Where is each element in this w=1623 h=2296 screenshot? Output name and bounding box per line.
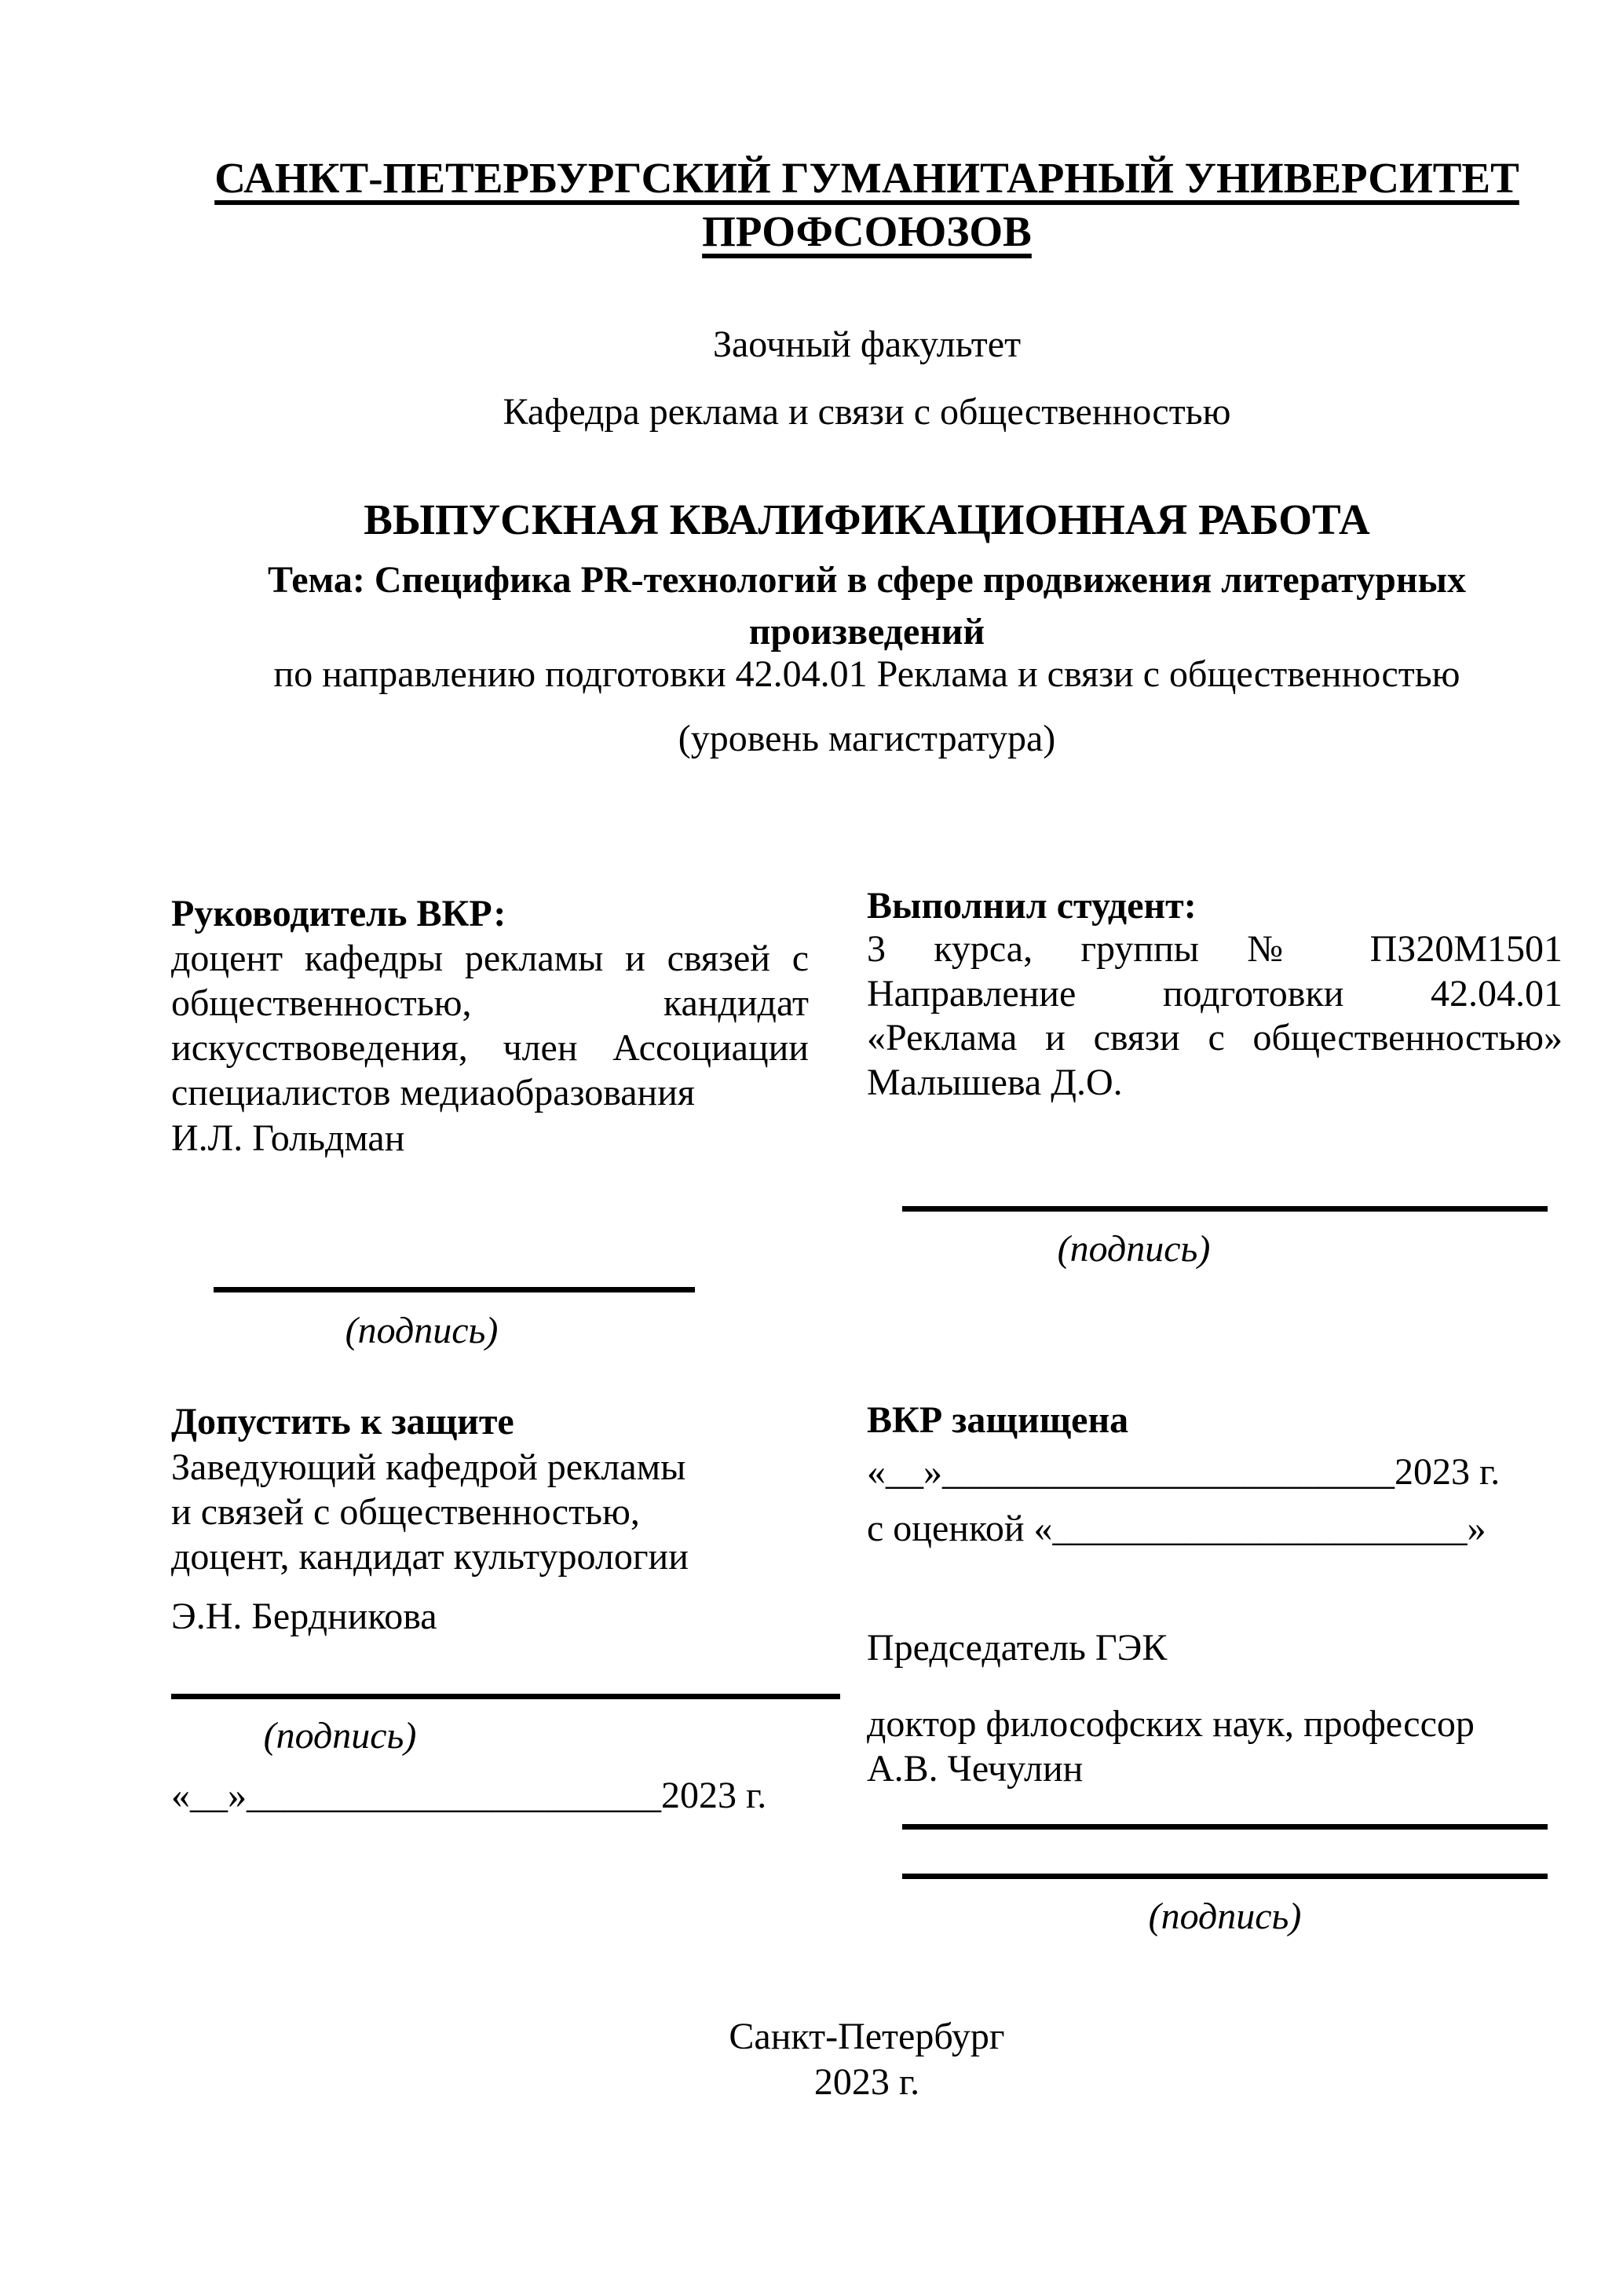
- work-type-title: ВЫПУСКНАЯ КВАЛИФИКАЦИОННАЯ РАБОТА: [364, 495, 1370, 543]
- university-title-line2: ПРОФСОЮЗОВ: [702, 207, 1032, 255]
- student-signature-caption: (подпись): [1057, 1228, 1211, 1270]
- university-title-line1: САНКТ-ПЕТЕРБУРГСКИЙ ГУМАНИТАРНЫЙ УНИВЕРСИТЕТ: [214, 154, 1519, 202]
- department-name: Кафедра реклама и связи с общественностью: [503, 391, 1231, 433]
- degree-level: (уровень магистратура): [678, 718, 1056, 759]
- supervisor-heading: Руководитель ВКР:: [171, 893, 506, 934]
- thesis-topic: [171, 554, 1563, 658]
- chairman-signature-line-1: [902, 1824, 1548, 1830]
- admission-signature-line: [171, 1694, 840, 1699]
- admission-heading: Допустить к защите: [171, 1401, 514, 1442]
- defense-date-blank: «__»________________________2023 г.: [867, 1451, 1501, 1493]
- chairman-degree: доктор философских наук, профессор: [867, 1703, 1475, 1745]
- thesis-topic-line1: Тема: Специфика PR-технологий в сфере продвижения литературных: [268, 559, 1466, 601]
- supervisor-signature-caption: (подпись): [345, 1310, 499, 1351]
- chairman-title: Председатель ГЭК: [867, 1627, 1168, 1669]
- supervisor-signature-line: [214, 1287, 695, 1292]
- study-program: по направлению подготовки 42.04.01 Реклама и связи с общественностью: [273, 653, 1460, 695]
- admission-official-description: [171, 1445, 809, 1579]
- student-signature-line: [902, 1206, 1548, 1212]
- supervisor-name: И.Л. Гольдман: [171, 1117, 405, 1159]
- admission-signature-caption: (подпись): [263, 1715, 417, 1757]
- student-heading: Выполнил студент:: [867, 885, 1197, 927]
- defense-heading: ВКР защищена: [867, 1399, 1129, 1441]
- faculty-name: Заочный факультет: [712, 324, 1022, 365]
- footer: [171, 2014, 1563, 2105]
- student-course-group: 3 курса, группы № ПЗ20М1501: [867, 928, 1563, 970]
- student-direction-name: «Реклама и связи с общественностью»: [867, 1017, 1563, 1058]
- admission-official-name: Э.Н. Бердникова: [171, 1596, 437, 1637]
- student-direction-code: Направление подготовки 42.04.01: [867, 973, 1563, 1015]
- chairman-signature-line-2: [902, 1874, 1548, 1879]
- admission-line2: и связей с общественностью,: [171, 1491, 640, 1533]
- supervisor-description: доцент кафедры рекламы и связей с общественностью, кандидат искусствоведения, член Ассоциации специалистов медиаобразования: [171, 938, 809, 1113]
- footer-city: Санкт-Петербург: [729, 2016, 1005, 2057]
- chairman-signature-caption: (подпись): [1148, 1896, 1302, 1937]
- admission-line1: Заведующий кафедрой рекламы: [171, 1446, 686, 1488]
- university-title: [171, 152, 1563, 258]
- chairman-name: А.В. Чечулин: [867, 1748, 1084, 1790]
- thesis-topic-line2: произведений: [748, 611, 985, 653]
- student-name: Малышева Д.О.: [867, 1062, 1123, 1103]
- footer-year: 2023 г.: [813, 2061, 920, 2103]
- admission-line3: доцент, кандидат культурологии: [171, 1536, 689, 1578]
- defense-grade-blank: с оценкой «______________________»: [867, 1508, 1486, 1549]
- admission-date-blank: «__»______________________2023 г.: [171, 1775, 767, 1816]
